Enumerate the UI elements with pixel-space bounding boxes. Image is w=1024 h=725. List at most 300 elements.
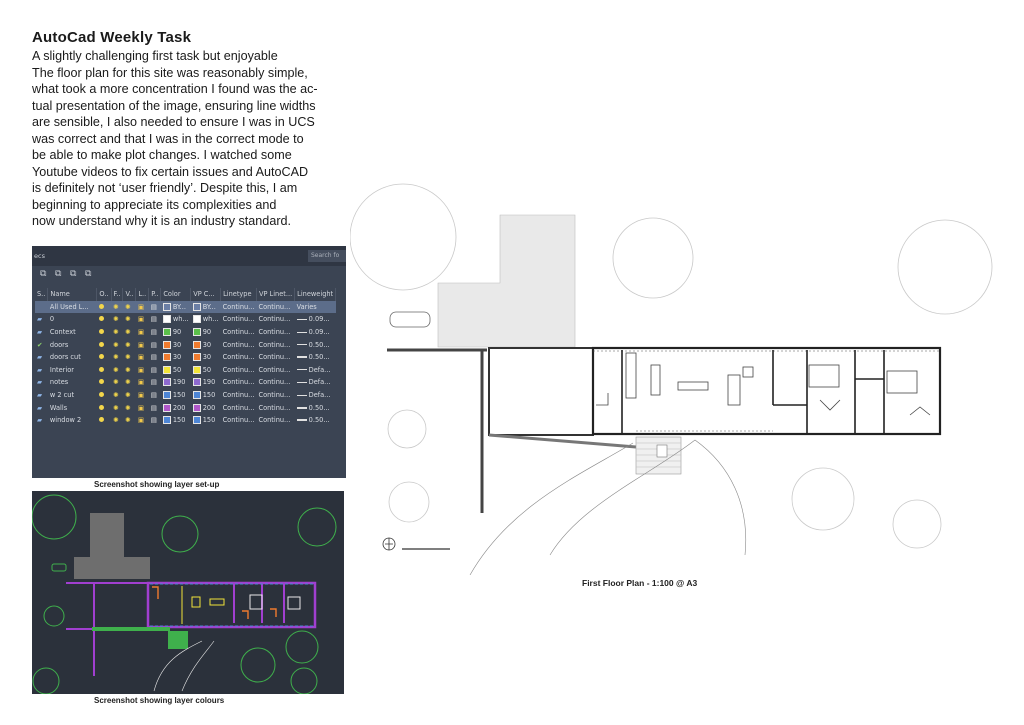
vp-color-label: BY... (202, 302, 216, 311)
door-swing (152, 587, 158, 599)
lineweight-sample (297, 356, 307, 358)
printer-icon[interactable]: ▤ (150, 365, 157, 374)
layer-freeze[interactable] (111, 313, 123, 326)
house-outline (593, 348, 940, 434)
armchair (743, 367, 753, 377)
layer-color[interactable] (161, 313, 191, 326)
vp-freeze-icon[interactable]: ✺ (124, 403, 131, 412)
layer-status (35, 301, 48, 314)
layer-plot[interactable] (149, 364, 161, 377)
lightbulb-icon[interactable] (99, 329, 104, 334)
color-label: 150 (172, 416, 186, 425)
layer-on[interactable] (97, 376, 111, 389)
layer-vp-freeze[interactable] (123, 414, 136, 427)
layer-name[interactable]: 0 (49, 315, 55, 324)
layer-name[interactable]: Context (49, 328, 76, 337)
layer-row[interactable] (35, 351, 336, 364)
layer-color[interactable] (161, 364, 191, 377)
layer-status (35, 351, 48, 364)
vp-freeze-icon[interactable]: ✺ (124, 353, 131, 362)
lineweight-label: 0.50... (308, 340, 330, 349)
layer-vp-color[interactable] (191, 376, 221, 389)
layer-status (35, 376, 48, 389)
layer-linetype[interactable]: Continu... (222, 391, 255, 400)
layer-linetype[interactable]: Continu... (222, 378, 255, 387)
lineweight-sample (297, 382, 307, 383)
layer-row[interactable] (35, 326, 336, 339)
description-line: what took a more concentration I found was the ac- (32, 82, 318, 96)
caption-layer-setup: Screenshot showing layer set-up (94, 480, 220, 489)
layer-plot[interactable] (149, 301, 161, 314)
col-lock[interactable]: L.. (136, 288, 149, 301)
description-line: tual presentation of the image, ensuring line widths (32, 98, 316, 113)
lineweight-label: 0.09... (308, 315, 330, 324)
layer-plot[interactable] (149, 338, 161, 351)
vp-freeze-icon[interactable]: ✺ (124, 365, 131, 374)
layer-vp-freeze[interactable] (123, 364, 136, 377)
description-line: Youtube videos to fix certain issues and AutoCAD (32, 164, 309, 179)
col-vp-linetype[interactable]: VP Linet... (256, 288, 294, 301)
layer-on[interactable] (97, 351, 111, 364)
layer-vp-linetype[interactable]: Continu... (258, 391, 291, 400)
printer-icon[interactable]: ▤ (150, 353, 157, 362)
layer-name[interactable]: notes (49, 378, 69, 387)
layer-name[interactable]: Walls (49, 403, 68, 412)
tree-circle (32, 495, 76, 539)
color-swatch (193, 353, 201, 361)
layer-status-icon: ▰ (37, 365, 43, 374)
col-linetype[interactable]: Linetype (221, 288, 257, 301)
lineweight-sample (297, 332, 307, 333)
color-swatch (163, 303, 171, 311)
layer-status (35, 313, 48, 326)
lock-icon[interactable]: ▣ (137, 302, 145, 311)
layer-vp-color[interactable] (191, 313, 221, 326)
layer-freeze[interactable] (111, 326, 123, 339)
vp-color-label: wh... (202, 315, 219, 324)
new-layer-icon[interactable]: ⧉ (40, 269, 47, 279)
tree-circle (241, 648, 275, 682)
tree-circle (291, 668, 317, 694)
new-vp-layer-icon[interactable]: ⧉ (55, 269, 62, 279)
layer-name[interactable]: doors (49, 340, 69, 349)
layer-lock[interactable] (136, 313, 149, 326)
layer-name[interactable]: window 2 (49, 416, 82, 425)
layer-vp-color[interactable] (191, 338, 221, 351)
layer-freeze[interactable] (111, 414, 123, 427)
layer-on[interactable] (97, 364, 111, 377)
layer-on[interactable] (97, 338, 111, 351)
layer-color[interactable] (161, 376, 191, 389)
deck-table (657, 445, 667, 457)
sun-icon[interactable]: ✺ (113, 391, 119, 400)
layer-color[interactable] (161, 401, 191, 414)
lineweight-label: 0.50... (308, 403, 330, 412)
color-swatch (163, 378, 171, 386)
door-swing (270, 609, 276, 617)
vp-color-label: 30 (202, 340, 212, 349)
vp-freeze-icon[interactable]: ✺ (124, 328, 131, 337)
door-swing (596, 393, 608, 405)
vp-freeze-icon[interactable]: ✺ (124, 391, 131, 400)
layer-lock[interactable] (136, 351, 149, 364)
color-label: 200 (172, 403, 186, 412)
layer-status-icon: ▰ (37, 315, 43, 324)
tree-circle (286, 631, 318, 663)
layer-row[interactable] (35, 389, 336, 402)
color-swatch (193, 366, 201, 374)
lightbulb-icon[interactable] (99, 367, 104, 372)
layer-vp-color[interactable] (191, 414, 221, 427)
vp-color-label: 50 (202, 365, 212, 374)
tree-circle (298, 508, 336, 546)
sun-icon[interactable]: ✺ (113, 416, 119, 425)
tree-circle (33, 668, 59, 694)
layer-vp-linetype[interactable]: Continu... (258, 353, 291, 362)
col-vp-freeze[interactable]: V.. (123, 288, 136, 301)
vp-color-label: 150 (202, 391, 216, 400)
vp-color-label: 190 (202, 378, 216, 387)
layer-color[interactable] (161, 351, 191, 364)
layer-status (35, 414, 48, 427)
description-line: was correct and that I was in the correct mode to (32, 131, 304, 146)
layer-linetype[interactable]: Continu... (222, 353, 255, 362)
col-name[interactable]: Name (48, 288, 97, 301)
printer-icon[interactable]: ▤ (150, 391, 157, 400)
description-text (32, 48, 352, 230)
printer-icon[interactable]: ▤ (150, 302, 157, 311)
layer-lineweight[interactable] (295, 364, 336, 377)
bed-outline (250, 595, 262, 609)
lineweight-sample (297, 369, 307, 370)
layer-vp-linetype[interactable]: Continu... (258, 365, 291, 374)
col-lineweight[interactable]: Lineweight (295, 288, 336, 301)
layer-on[interactable] (97, 401, 111, 414)
layer-vp-freeze[interactable] (123, 326, 136, 339)
printer-icon[interactable]: ▤ (150, 416, 157, 425)
layer-name[interactable]: Interior (49, 365, 74, 374)
tree-circle (350, 184, 456, 290)
layer-linetype[interactable]: Continu... (221, 301, 257, 314)
printer-icon[interactable]: ▤ (150, 378, 157, 387)
layer-status-icon: ▰ (37, 391, 43, 400)
sun-icon[interactable]: ✺ (113, 403, 119, 412)
layer-name[interactable]: All Used L... (48, 301, 97, 314)
lineweight-sample (297, 319, 307, 320)
col-plot[interactable]: P.. (149, 288, 161, 301)
layer-lineweight[interactable] (295, 313, 336, 326)
lightbulb-icon[interactable] (99, 417, 104, 422)
layer-vp-color[interactable] (191, 389, 221, 402)
layer-lock[interactable] (136, 301, 149, 314)
dining-table (678, 382, 708, 390)
layer-linetype[interactable]: Continu... (222, 365, 255, 374)
layer-color[interactable] (161, 338, 191, 351)
layer-lineweight[interactable] (295, 326, 336, 339)
vp-freeze-icon[interactable]: ✺ (124, 378, 131, 387)
lock-icon[interactable]: ▣ (137, 328, 145, 337)
lineweight-label: Varies (296, 302, 317, 311)
layer-color[interactable] (161, 389, 191, 402)
layer-freeze[interactable] (111, 389, 123, 402)
layer-lock[interactable] (136, 364, 149, 377)
layer-toolbar (40, 270, 94, 279)
sun-icon[interactable]: ✺ (113, 365, 119, 374)
layer-plot[interactable] (149, 326, 161, 339)
description-line: A slightly challenging first task but enjoyable (32, 49, 278, 63)
layer-vp-freeze[interactable] (123, 313, 136, 326)
layer-properties-panel (32, 246, 346, 478)
bed-outline (809, 365, 839, 387)
layer-lock[interactable] (136, 414, 149, 427)
sun-icon[interactable]: ✺ (113, 353, 119, 362)
door-swing (242, 611, 248, 619)
printer-icon[interactable]: ▤ (150, 340, 157, 349)
layer-plot[interactable] (149, 376, 161, 389)
layer-search-input[interactable]: Search fo (308, 250, 346, 262)
layer-status-icon: ▰ (37, 403, 43, 412)
layer-lineweight[interactable] (295, 414, 336, 427)
lineweight-label: Defa... (308, 391, 331, 400)
layer-freeze[interactable] (111, 338, 123, 351)
lineweight-label: 0.50... (308, 416, 330, 425)
layer-name[interactable]: w 2 cut (49, 391, 75, 400)
layer-freeze[interactable] (111, 401, 123, 414)
door-swing (910, 407, 930, 415)
lightbulb-icon[interactable] (99, 354, 104, 359)
layer-vp-freeze[interactable] (123, 376, 136, 389)
vp-color-label: 200 (202, 403, 216, 412)
layer-on[interactable] (97, 389, 111, 402)
tree-circle (44, 606, 64, 626)
layer-vp-freeze[interactable] (123, 351, 136, 364)
vp-freeze-icon[interactable]: ✺ (124, 302, 131, 311)
sun-icon[interactable]: ✺ (113, 378, 119, 387)
tree-circle (389, 482, 429, 522)
layer-vp-color[interactable] (191, 364, 221, 377)
sofa (728, 375, 740, 405)
layer-color[interactable] (161, 414, 191, 427)
color-label: 30 (172, 340, 182, 349)
layer-linetype[interactable]: Continu... (222, 403, 255, 412)
color-label: 150 (172, 391, 186, 400)
layer-linetype[interactable]: Continu... (222, 328, 255, 337)
layer-vp-linetype[interactable]: Continu... (258, 328, 291, 337)
tree-circle (162, 516, 198, 552)
layer-vp-color[interactable] (191, 301, 221, 314)
layer-plot[interactable] (149, 389, 161, 402)
lock-icon[interactable]: ▣ (137, 340, 145, 349)
lightbulb-icon[interactable] (99, 304, 104, 309)
cad-drawing (32, 491, 344, 694)
wall-outline (148, 583, 315, 627)
lock-icon[interactable]: ▣ (137, 416, 145, 425)
description-line: now understand why it is an industry standard. (32, 214, 292, 228)
layer-freeze[interactable] (111, 364, 123, 377)
lineweight-sample (297, 419, 307, 421)
layer-plot[interactable] (149, 313, 161, 326)
bed-outline (887, 371, 917, 393)
path-line (470, 443, 633, 575)
layer-row[interactable] (35, 313, 336, 326)
layer-lineweight[interactable] (295, 351, 336, 364)
layer-status (35, 389, 48, 402)
layer-plot[interactable] (149, 414, 161, 427)
layer-on[interactable] (97, 414, 111, 427)
kitchen-bench (626, 353, 636, 398)
printer-icon[interactable]: ▤ (150, 315, 157, 324)
layer-row[interactable] (35, 301, 336, 314)
col-on[interactable]: O.. (97, 288, 111, 301)
wall-line (66, 583, 148, 629)
layer-freeze[interactable] (111, 301, 123, 314)
lineweight-label: 0.50... (308, 353, 330, 362)
layer-vp-linetype[interactable]: Continu... (256, 301, 294, 314)
layer-lock[interactable] (136, 389, 149, 402)
color-swatch (193, 391, 201, 399)
lock-icon[interactable]: ▣ (137, 365, 145, 374)
layer-on[interactable] (97, 326, 111, 339)
layer-status-icon: ▰ (37, 378, 43, 387)
lightbulb-icon[interactable] (99, 392, 104, 397)
printer-icon[interactable]: ▤ (150, 328, 157, 337)
layer-vp-freeze[interactable] (123, 389, 136, 402)
layer-vp-color[interactable] (191, 351, 221, 364)
printer-icon[interactable]: ▤ (150, 403, 157, 412)
layer-status-icon: ▰ (37, 353, 43, 362)
sun-icon[interactable]: ✺ (113, 315, 119, 324)
tree-circle (388, 410, 426, 448)
layer-freeze[interactable] (111, 376, 123, 389)
layer-plot[interactable] (149, 401, 161, 414)
layer-lock[interactable] (136, 338, 149, 351)
color-label: 50 (172, 365, 182, 374)
layer-table-header (35, 288, 336, 301)
layer-vp-color[interactable] (191, 401, 221, 414)
description-line: be able to make plot changes. I watched some (32, 148, 292, 162)
layer-color[interactable] (161, 301, 191, 314)
lineweight-label: Defa... (308, 365, 331, 374)
vp-freeze-icon[interactable]: ✺ (124, 416, 131, 425)
layer-vp-freeze[interactable] (123, 301, 136, 314)
layer-on[interactable] (97, 301, 111, 314)
layer-vp-linetype[interactable]: Continu... (258, 403, 291, 412)
layer-lock[interactable] (136, 401, 149, 414)
lightbulb-icon[interactable] (99, 405, 104, 410)
lock-icon[interactable]: ▣ (137, 315, 145, 324)
col-vp-color[interactable]: VP C... (191, 288, 221, 301)
layer-vp-freeze[interactable] (123, 401, 136, 414)
vp-freeze-icon[interactable]: ✺ (124, 340, 131, 349)
layer-row[interactable] (35, 338, 336, 351)
lightbulb-icon[interactable] (99, 342, 104, 347)
layer-lock[interactable] (136, 376, 149, 389)
description-line: are sensible, I also needed to ensure I was in UCS (32, 115, 315, 129)
layer-linetype[interactable]: Continu... (222, 340, 255, 349)
layer-vp-color[interactable] (191, 326, 221, 339)
layer-vp-freeze[interactable] (123, 338, 136, 351)
color-swatch (193, 404, 201, 412)
layer-row[interactable] (35, 401, 336, 414)
sun-icon[interactable]: ✺ (113, 340, 119, 349)
layer-linetype[interactable]: Continu... (222, 416, 255, 425)
vp-color-label: 150 (202, 416, 216, 425)
lineweight-label: Defa... (308, 378, 331, 387)
color-label: wh... (172, 315, 189, 324)
door-swing (820, 400, 840, 410)
interior-furniture (192, 597, 200, 607)
tree-circle (613, 218, 693, 298)
color-swatch (163, 328, 171, 336)
sun-icon[interactable]: ✺ (113, 328, 119, 337)
color-swatch (193, 416, 201, 424)
set-current-icon[interactable]: ⧉ (85, 269, 92, 279)
col-status[interactable]: S.. (35, 288, 48, 301)
layer-row[interactable] (35, 364, 336, 377)
layer-status (35, 364, 48, 377)
lock-icon[interactable]: ▣ (137, 353, 145, 362)
color-label: 190 (172, 378, 186, 387)
layer-row[interactable] (35, 414, 336, 427)
lock-icon[interactable]: ▣ (137, 378, 145, 387)
lineweight-sample (297, 395, 307, 396)
lightbulb-icon[interactable] (99, 379, 104, 384)
layer-lineweight[interactable] (295, 301, 336, 314)
interior-furniture (210, 599, 224, 605)
layer-lineweight[interactable] (295, 389, 336, 402)
col-color[interactable]: Color (161, 288, 191, 301)
layer-vp-linetype[interactable]: Continu... (258, 416, 291, 425)
layer-vp-linetype[interactable]: Continu... (258, 340, 291, 349)
delete-layer-icon[interactable]: ⧉ (70, 269, 77, 279)
car-outline (52, 564, 66, 571)
current-layer-icon: ✔ (37, 340, 43, 349)
north-arrow-icon (385, 538, 393, 550)
layer-status-icon: ▰ (37, 328, 43, 337)
layer-lineweight[interactable] (295, 401, 336, 414)
panel-title: ecs (34, 252, 45, 260)
sun-icon[interactable]: ✺ (113, 302, 119, 311)
lock-icon[interactable]: ▣ (137, 391, 145, 400)
layer-name[interactable]: doors cut (49, 353, 81, 362)
paving-hatch (74, 557, 150, 579)
layer-lineweight[interactable] (295, 376, 336, 389)
layer-on[interactable] (97, 313, 111, 326)
layer-vp-linetype[interactable]: Continu... (258, 378, 291, 387)
plan-caption: First Floor Plan - 1:100 @ A3 (582, 578, 698, 588)
lightbulb-icon[interactable] (99, 316, 104, 321)
layer-freeze[interactable] (111, 351, 123, 364)
page-title: AutoCad Weekly Task (32, 29, 192, 46)
floor-plan-drawing (350, 175, 1020, 575)
color-swatch (193, 341, 201, 349)
layer-linetype[interactable]: Continu... (222, 315, 255, 324)
layer-plot[interactable] (149, 351, 161, 364)
layer-color[interactable] (161, 326, 191, 339)
tree-circle (792, 468, 854, 530)
lineweight-sample (297, 407, 307, 409)
layer-row[interactable] (35, 376, 336, 389)
vp-freeze-icon[interactable]: ✺ (124, 315, 131, 324)
lock-icon[interactable]: ▣ (137, 403, 145, 412)
vp-color-label: 30 (202, 353, 212, 362)
layer-lock[interactable] (136, 326, 149, 339)
layer-lineweight[interactable] (295, 338, 336, 351)
col-freeze[interactable]: F.. (111, 288, 123, 301)
color-swatch (193, 315, 201, 323)
tree-circle (898, 220, 992, 314)
layer-vp-linetype[interactable]: Continu... (258, 315, 291, 324)
